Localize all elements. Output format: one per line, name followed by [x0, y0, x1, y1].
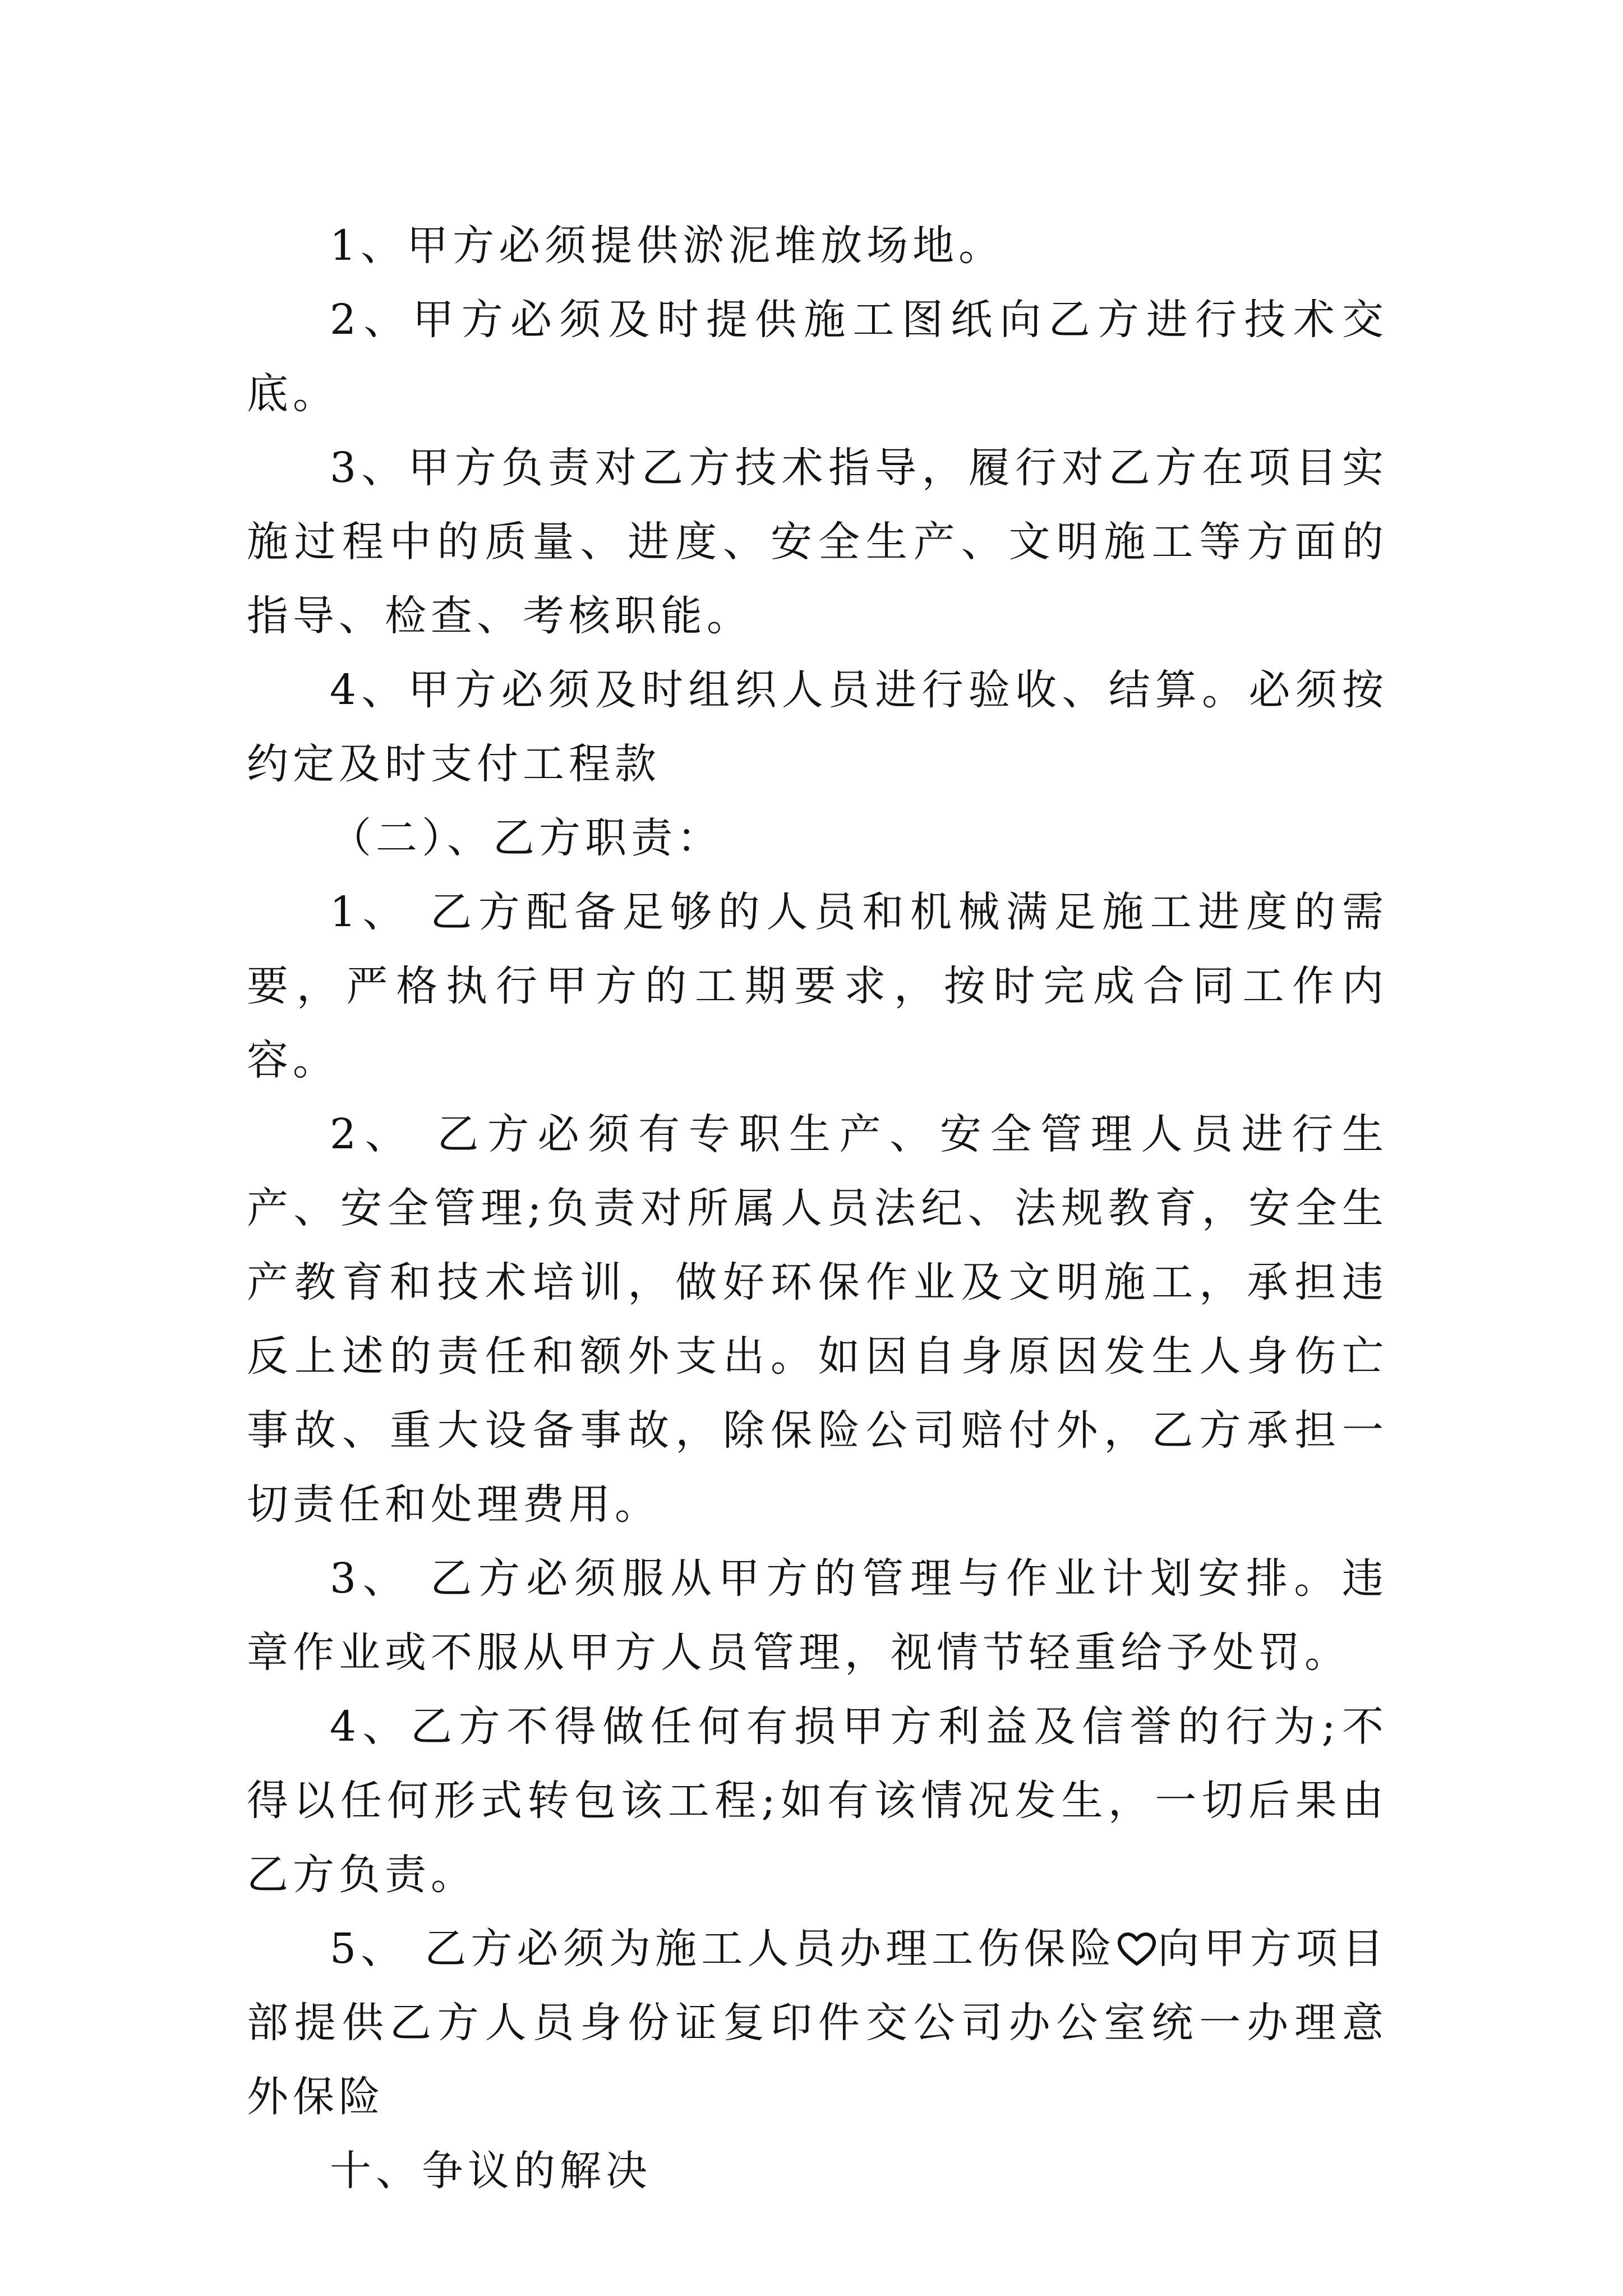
- paragraph-party-b-5-end: 向甲方项目部提供乙方人员身份证复印件交公司办公室统一办理意外保险: [247, 1925, 1389, 2121]
- paragraph-party-b-5-start: 5、 乙方必须为施工人员办理工伤保险: [330, 1925, 1117, 1973]
- paragraph-party-b-3: 3、 乙方必须服从甲方的管理与作业计划安排。违章作业或不服从甲方人员管理，视情节轻重给予处罚。: [247, 1554, 1388, 1677]
- paragraph-party-b-5: [247, 1912, 1388, 2134]
- paragraph-party-b-1: 1、 乙方配备足够的人员和机械满足施工进度的需要，严格执行甲方的工期要求，按时完成合同工作内容。: [247, 888, 1388, 1084]
- paragraph-party-a-4: 4、甲方必须及时组织人员进行验收、结算。必须按约定及时支付工程款: [247, 666, 1388, 788]
- document-body: [247, 209, 1388, 2208]
- paragraph-party-a-1: 1、甲方必须提供淤泥堆放场地。: [330, 222, 1005, 270]
- paragraph-party-a-3: 3、甲方负责对乙方技术指导，履行对乙方在项目实施过程中的质量、进度、安全生产、文明施工等方面的指导、检查、考核职能。: [247, 444, 1388, 640]
- heart-outline-icon: [1117, 1932, 1156, 1966]
- section-heading-dispute: 十、争议的解决: [330, 2147, 652, 2195]
- paragraph-party-a-2: 2、甲方必须及时提供施工图纸向乙方进行技术交底。: [247, 296, 1388, 418]
- paragraph-party-b-2: 2、 乙方必须有专职生产、安全管理人员进行生产、安全管理;负责对所属人员法纪、法规教育，安全生产教育和技术培训，做好环保作业及文明施工，承担违反上述的责任和额外支出。如因自身原因发生人身伤亡事故、重大设备事故，除保险公司赔付外，乙方承担一切责任和处理费用。: [247, 1110, 1388, 1529]
- paragraph-party-b-4: 4、乙方不得做任何有损甲方利益及信誉的行为;不得以任何形式转包该工程;如有该情况发生，一切后果由乙方负责。: [247, 1703, 1388, 1899]
- section-heading-party-b: （二）、乙方职责：: [330, 814, 723, 862]
